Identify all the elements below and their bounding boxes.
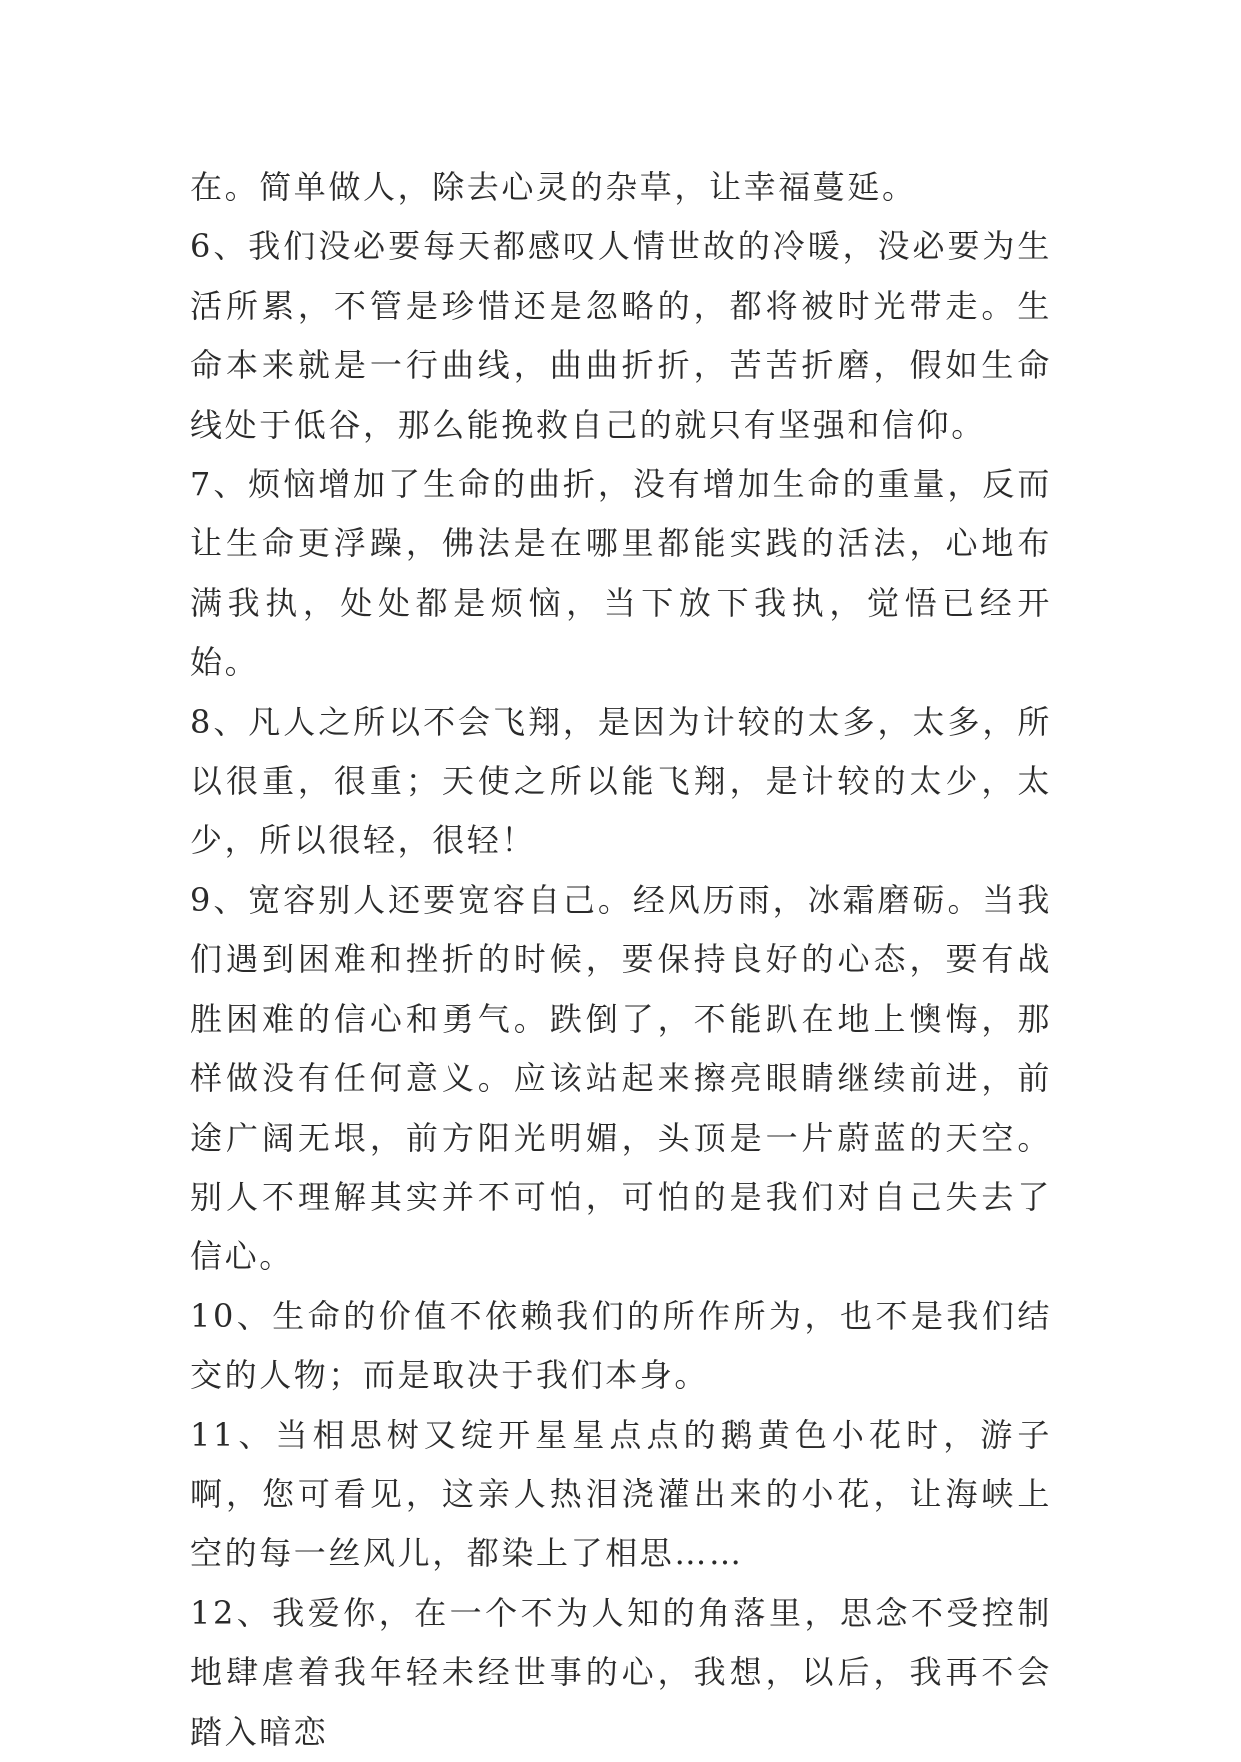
paragraph-8: 8、凡人之所以不会飞翔，是因为计较的太多，太多，所以很重，很重；天使之所以能飞翔，是计较的太少，太少，所以很轻，很轻！ [190,702,1052,860]
paragraph-11: 11、当相思树又绽开星星点点的鹅黄色小花时，游子啊，您可看见，这亲人热泪浇灌出来的小花，让海峡上空的每一丝风儿，都染上了相思…… [190,1415,1052,1573]
paragraph-10: 10、生命的价值不依赖我们的所作所为，也不是我们结交的人物；而是取决于我们本身。 [190,1296,1052,1395]
paragraph-9: 9、宽容别人还要宽容自己。经风历雨，冰霜磨砺。当我们遇到困难和挫折的时候，要保持良好的心态，要有战胜困难的信心和勇气。跌倒了，不能趴在地上懊悔，那样做没有任何意义。应该站起来擦亮眼睛继续前进，前途广阔无垠，前方阳光明媚，头顶是一片蔚蓝的天空。别人不理解其实并不可怕，可怕的是我们对自己失去了信心。 [190,880,1052,1276]
paragraph-7: 7、烦恼增加了生命的曲折，没有增加生命的重量，反而让生命更浮躁，佛法是在哪里都能实践的活法，心地布满我执，处处都是烦恼，当下放下我执，觉悟已经开始。 [190,465,1052,682]
body-text [190,158,1052,1762]
paragraph-6: 6、我们没必要每天都感叹人情世故的冷暖，没必要为生活所累，不管是珍惜还是忽略的，都将被时光带走。生命本来就是一行曲线，曲曲折折，苦苦折磨，假如生命线处于低谷，那么能挽救自己的就只有坚强和信仰。 [190,227,1052,444]
paragraph-continuation: 在。简单做人，除去心灵的杂草，让幸福蔓延。 [190,168,917,206]
paragraph-12: 12、我爱你，在一个不为人知的角落里，思念不受控制地肆虐着我年轻未经世事的心，我想，以后，我再不会踏入暗恋 [190,1593,1052,1751]
